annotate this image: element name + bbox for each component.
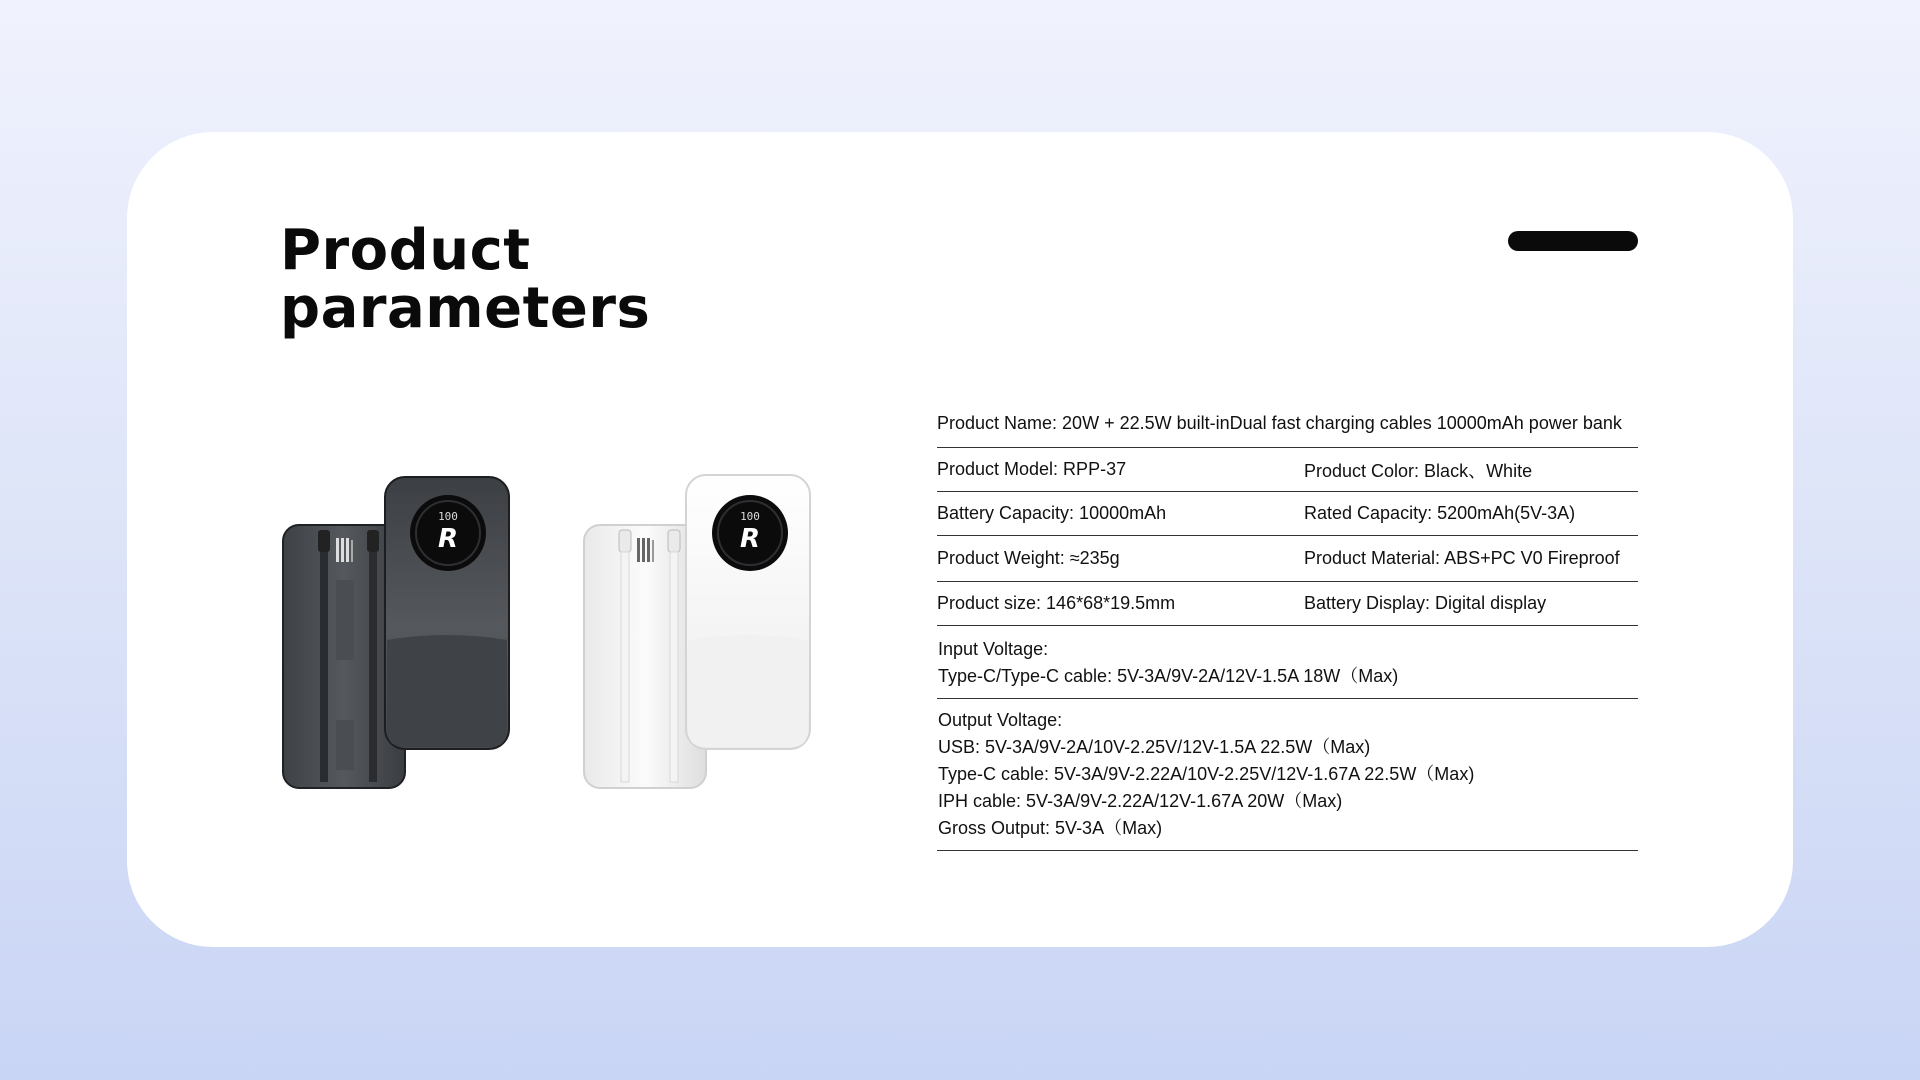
product-images [270,460,830,800]
output-voltage-usb: USB: 5V-3A/9V-2A/10V-2.25V/12V-1.5A 22.5W（Max) [938,737,1371,757]
white-power-bank [584,475,810,788]
output-voltage-gross: Gross Output: 5V-3A（Max) [938,818,1163,838]
spec-product-model: Product Model: RPP-37 [937,459,1127,479]
spec-product-material: Product Material: ABS+PC V0 Fireproof [1304,548,1620,568]
spec-input-voltage [937,626,1638,699]
spec-battery-capacity: Battery Capacity: 10000mAh [937,503,1167,523]
title-line-2: parameters [280,276,651,341]
spec-row-product-name [937,400,1638,448]
output-voltage-label: Output Voltage: [938,710,1063,730]
spec-row [937,492,1638,536]
spec-row [937,582,1638,626]
spec-rated-capacity: Rated Capacity: 5200mAh(5V-3A) [1304,503,1576,523]
title-line-1: Product [280,218,531,283]
black-power-bank [283,477,509,788]
spec-output-voltage [937,699,1638,851]
input-voltage-line: Type-C/Type-C cable: 5V-3A/9V-2A/12V-1.5A 18W（Max) [938,666,1399,686]
spec-product-weight: Product Weight: ≈235g [937,548,1120,568]
white-logo: R [739,524,761,554]
output-voltage-typec: Type-C cable: 5V-3A/9V-2.22A/10V-2.25V/12V-1.67A 22.5W（Max) [938,764,1475,784]
spec-row [937,536,1638,582]
spec-product-name: Product Name: 20W + 22.5W built-inDual fast charging cables 10000mAh power bank [937,413,1622,433]
output-voltage-iph: IPH cable: 5V-3A/9V-2.22A/12V-1.67A 20W（Max) [938,791,1343,811]
input-voltage-label: Input Voltage: [938,639,1049,659]
spec-row [937,448,1638,492]
spec-table [937,400,1638,851]
spec-product-size: Product size: 146*68*19.5mm [937,593,1176,613]
spec-battery-display: Battery Display: Digital display [1304,593,1547,613]
decorative-pill [1508,231,1638,251]
black-logo: R [437,524,459,554]
page-title [280,218,651,341]
spec-product-color: Product Color: Black、White [1304,460,1533,481]
black-display-value: 100 [438,510,458,523]
white-display-value: 100 [740,510,760,523]
